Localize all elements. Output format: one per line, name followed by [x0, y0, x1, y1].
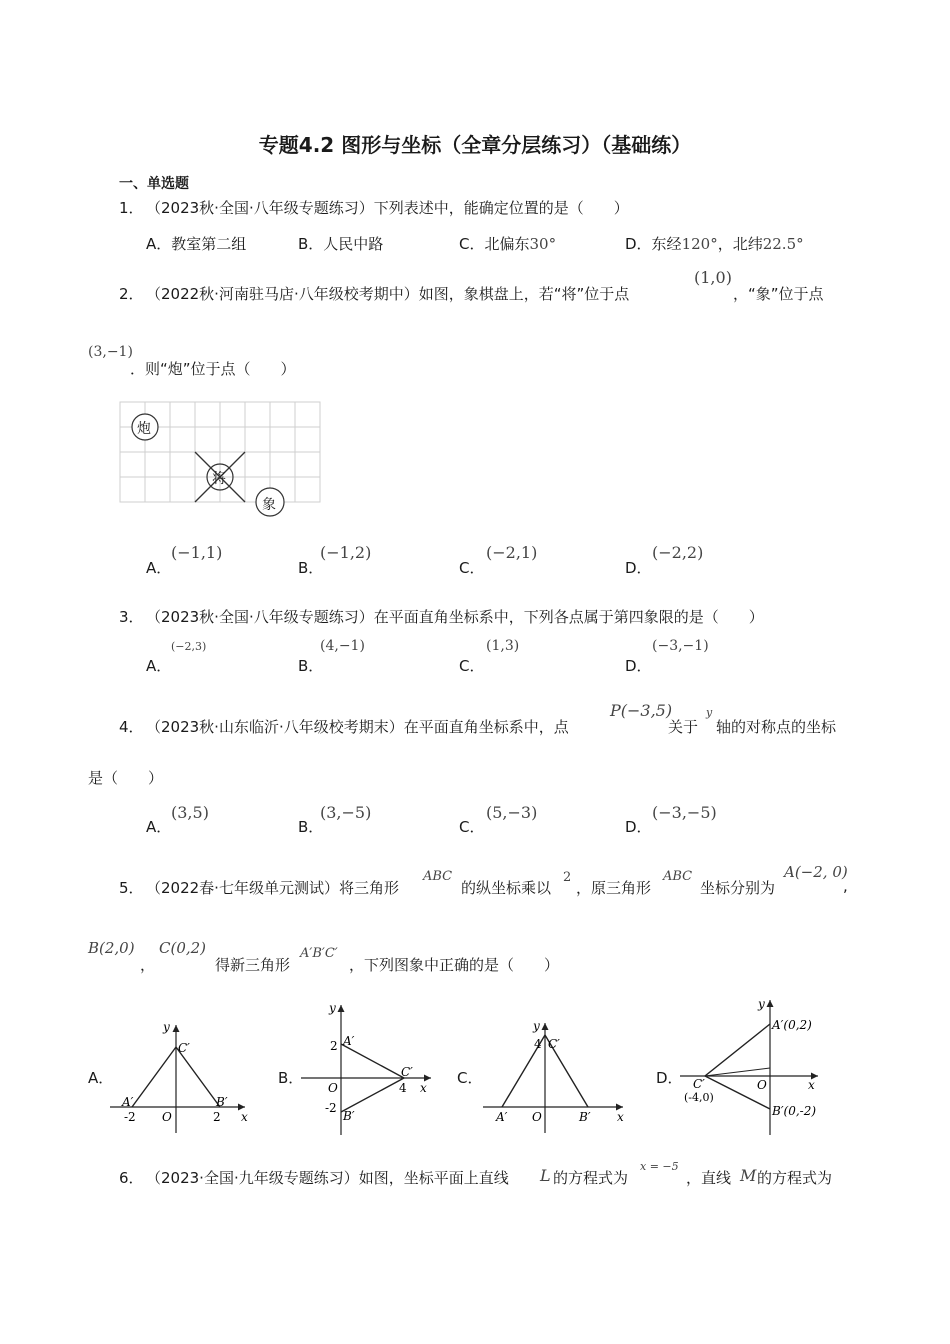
q4-number: 4． [119, 718, 144, 736]
q3-option-a-math: (−2,3) [171, 640, 207, 653]
graph-b-tick-neg2: -2 [325, 1101, 337, 1115]
q4-option-d-math: (−3,−5) [652, 803, 717, 822]
graph-a-origin: O [162, 1110, 172, 1124]
graph-d-origin: O [757, 1078, 767, 1092]
graph-c-c-label: C′ [548, 1037, 560, 1051]
graph-option-a [105, 1015, 255, 1135]
q4-axis: y [706, 706, 713, 719]
graph-c-b-label: B′ [579, 1110, 591, 1124]
graph-a-c-label: C′ [178, 1041, 190, 1055]
graph-c-origin: O [532, 1110, 542, 1124]
q2-option-a-label: A． [146, 559, 172, 577]
q2-option-c-math: (−2,1) [486, 543, 538, 562]
graph-b-origin: O [328, 1081, 338, 1095]
q6-number: 6． [119, 1169, 144, 1187]
q5-comma-a: , [843, 877, 848, 895]
q2-option-d-label: D． [625, 559, 652, 577]
q5-tri-abc-2: ABC [663, 869, 693, 884]
q2-option-c-label: C． [459, 559, 485, 577]
q6-stem-3: ，直线 [686, 1169, 732, 1187]
q3-option-b-math: (4,−1) [320, 638, 365, 654]
graph-c-tick-4: 4 [534, 1037, 542, 1051]
graph-c-a-label: A′ [496, 1110, 508, 1124]
graph-option-b [296, 1000, 436, 1140]
q1-option-d-math2: 22.5° [762, 235, 804, 253]
q1-option-b: B．人民中路 [298, 235, 384, 253]
graph-option-d [675, 995, 825, 1140]
q1-stem: （2023秋·全国·八年级专题练习）下列表述中，能确定位置的是（ ） [146, 199, 629, 217]
q5-comma-b: ， [140, 956, 156, 974]
q2-option-b-math: (−1,2) [320, 543, 372, 562]
q4-option-c-math: (5,−3) [486, 803, 538, 822]
q3-option-a-label: A． [146, 657, 172, 675]
graph-d-a-label: A′(0,2) [772, 1018, 812, 1032]
section-heading: 一、单选题 [119, 176, 189, 192]
q2-stem-1: （2022秋·河南驻马店·八年级校考期中）如图，象棋盘上，若“将”位于点 [146, 285, 630, 303]
q3-option-c-label: C． [459, 657, 485, 675]
graph-b-tick-4: 4 [399, 1081, 407, 1095]
graph-b-y-label: y [329, 1001, 336, 1015]
piece-jiang-label: 将 [212, 471, 226, 487]
q6-stem-2: 的方程式为 [553, 1169, 629, 1187]
q4-stem-3: 轴的对称点的坐标 [716, 718, 837, 736]
q3-option-b-label: B． [298, 657, 324, 675]
graph-d-b-label: B′(0,-2) [772, 1104, 817, 1118]
q1-option-a: A．教室第二组 [146, 235, 247, 253]
q2-option-a-math: (−1,1) [171, 543, 223, 562]
graph-a-y-label: y [163, 1020, 170, 1034]
q5-option-c-label: C． [457, 1069, 483, 1087]
q4-stem-2: 关于 [668, 718, 699, 736]
q3-option-c-math: (1,3) [486, 638, 520, 654]
q1-option-d-math1: 120° [681, 235, 718, 253]
q5-stem-4: 坐标分别为 [700, 879, 776, 897]
q1-option-c-label: C．北偏东 [459, 235, 530, 253]
q5-tri-abc-1: ABC [423, 869, 453, 884]
q6-line-l: L [540, 1166, 551, 1185]
q4-option-a-label: A． [146, 818, 172, 836]
q6-equation: x = −5 [640, 1160, 679, 1173]
q2-stem-3: ．则“炮”位于点（ ） [130, 360, 296, 378]
q2-option-d-math: (−2,2) [652, 543, 704, 562]
q5-stem-3: ，原三角形 [576, 879, 652, 897]
graph-b-x-label: x [420, 1081, 427, 1095]
q6-stem-1: （2023·全国·九年级专题练习）如图，坐标平面上直线 [146, 1169, 509, 1187]
graph-b-a-label: A′ [343, 1034, 355, 1048]
q4-option-b-math: (3,−5) [320, 803, 372, 822]
piece-xiang-label: 象 [262, 497, 276, 513]
q3-stem: （2023秋·全国·八年级专题练习）在平面直角坐标系中，下列各点属于第四象限的是（ ） [146, 608, 764, 626]
q1-option-d [625, 233, 804, 254]
q5-stem-2: 的纵坐标乘以 [461, 879, 552, 897]
piece-pao-label: 炮 [137, 421, 151, 437]
graph-c-y-label: y [533, 1019, 540, 1033]
graph-d-y-label: y [758, 997, 765, 1011]
q2-point-jiang: (1,0) [694, 268, 732, 287]
q5-point-c: C(0,2) [159, 939, 207, 957]
q2-option-b-label: B． [298, 559, 324, 577]
q5-factor: 2 [563, 870, 572, 885]
graph-a-x-label: x [241, 1110, 248, 1124]
q1-option-d-mid: ，北纬 [717, 235, 763, 253]
q3-number: 3． [119, 608, 144, 626]
q1-option-d-label: D．东经 [625, 235, 682, 253]
q5-point-b: B(2,0) [88, 939, 135, 957]
q4-option-b-label: B． [298, 818, 324, 836]
graph-a-tick-2: 2 [213, 1110, 221, 1124]
q1-number: 1． [119, 199, 144, 217]
q5-number: 5． [119, 879, 144, 897]
q5-stem-5: 得新三角形 [215, 956, 291, 974]
graph-d-c-label: C′ [693, 1077, 705, 1091]
q5-option-b-label: B． [278, 1069, 304, 1087]
graph-b-c-label: C′ [401, 1065, 413, 1079]
q3-option-d-label: D． [625, 657, 652, 675]
q5-stem-1: （2022春·七年级单元测试）将三角形 [146, 879, 399, 897]
q2-stem-2: ，“象”位于点 [733, 285, 824, 303]
graph-d-side [705, 1068, 770, 1076]
q4-point-p: P(−3,5) [610, 701, 673, 720]
q1-option-c-math: 30° [529, 235, 557, 253]
q5-option-a-label: A． [88, 1069, 114, 1087]
q6-stem-4: 的方程式为 [757, 1169, 833, 1187]
q5-stem-6: ，下列图象中正确的是（ ） [349, 956, 560, 974]
graph-a-tick-neg2: -2 [124, 1110, 136, 1124]
graph-c-x-label: x [617, 1110, 624, 1124]
q6-line-m: M [740, 1166, 757, 1185]
graph-d-c-coord: (-4,0) [684, 1091, 714, 1104]
graph-d-x-label: x [808, 1078, 815, 1092]
q2-number: 2． [119, 285, 144, 303]
graph-b-b-label: B′ [343, 1109, 355, 1123]
q3-option-d-math: (−3,−1) [652, 638, 709, 654]
q4-option-a-math: (3,5) [171, 803, 209, 822]
graph-option-c [478, 1015, 628, 1135]
q5-option-d-label: D． [656, 1069, 683, 1087]
graph-d-triangle [705, 1024, 770, 1109]
page-title: 专题4.2 图形与坐标（全章分层练习）（基础练） [258, 133, 692, 157]
graph-a-a-label: A′ [122, 1095, 134, 1109]
q4-stem-1: （2023秋·山东临沂·八年级校考期末）在平面直角坐标系中，点 [146, 718, 569, 736]
graph-b-tick-2: 2 [330, 1039, 338, 1053]
graph-a-b-label: B′ [216, 1095, 228, 1109]
q4-stem-4: 是（ ） [88, 769, 164, 787]
q4-option-d-label: D． [625, 818, 652, 836]
q2-point-xiang: (3,−1) [88, 344, 133, 360]
q1-option-c [459, 233, 556, 254]
q4-option-c-label: C． [459, 818, 485, 836]
q5-tri-new: A′B′C′ [300, 946, 338, 961]
q5-point-a: A(−2, 0) [784, 863, 848, 881]
